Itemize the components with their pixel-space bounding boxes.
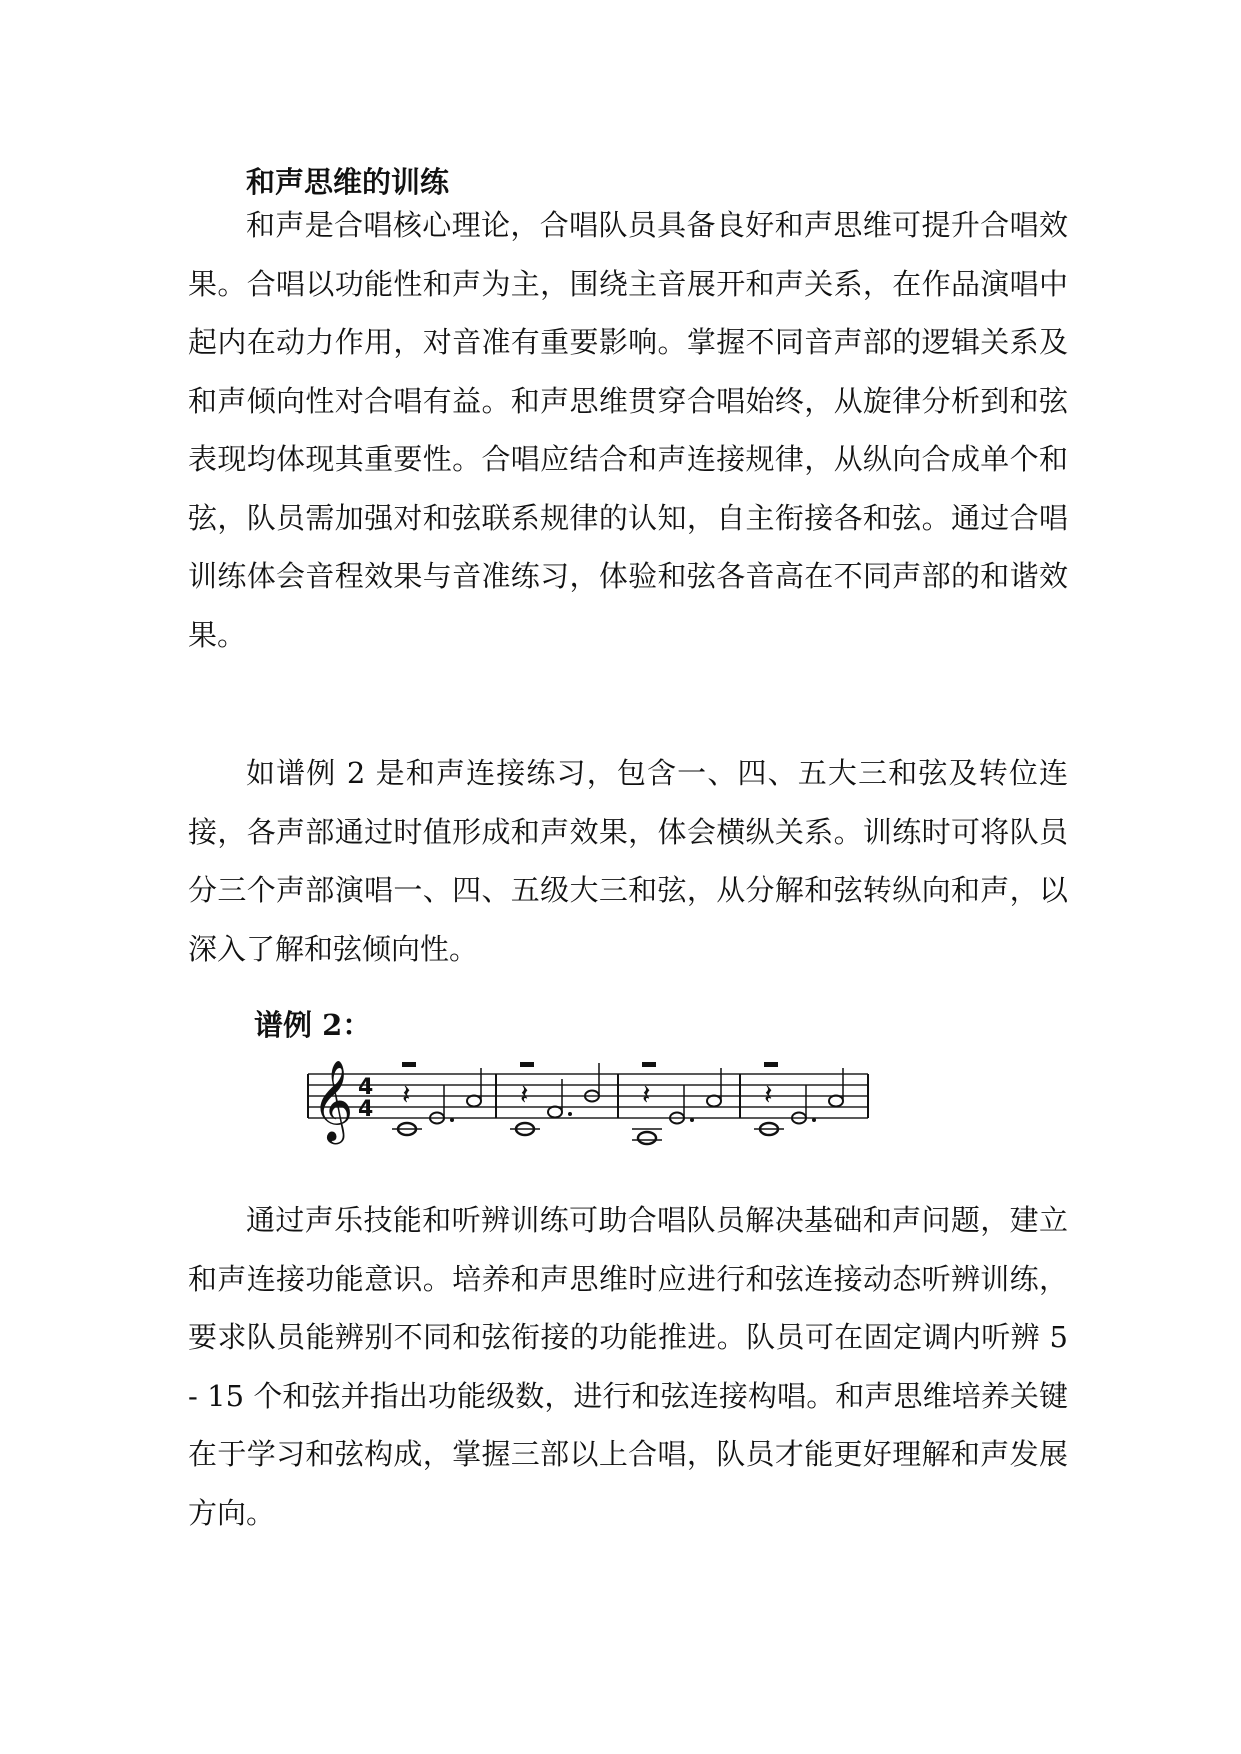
whole-rest-bar — [642, 1062, 656, 1067]
dot — [450, 1118, 454, 1122]
section-heading: 和声思维的训练 — [246, 165, 450, 199]
svg-text:4: 4 — [358, 1075, 374, 1100]
dot — [690, 1118, 694, 1122]
staff-lines — [308, 1074, 868, 1118]
svg-text:4: 4 — [358, 1097, 374, 1122]
example-label: 谱例 2： — [254, 1008, 372, 1042]
half-note — [548, 1107, 562, 1118]
half-note — [467, 1096, 481, 1107]
treble-clef-icon: 𝄞 — [312, 1059, 354, 1141]
rest-icon: 𝄽 — [402, 1078, 411, 1111]
whole-note — [638, 1132, 656, 1144]
whole-rest-bar — [520, 1062, 534, 1067]
dot — [568, 1112, 572, 1116]
whole-rest-bar — [402, 1062, 416, 1067]
music-score — [300, 1058, 880, 1162]
rest-icon: 𝄽 — [642, 1078, 651, 1111]
dot — [812, 1118, 816, 1122]
paragraph-3: 通过声乐技能和听辨训练可助合唱队员解决基础和声问题，建立和声连接功能意识。培养和声思维时应进行和弦连接动态听辨训练，要求队员能辨别不同和弦衔接的功能推进。队员可在固定调内听辨 5 - 15 个和弦并指出功能级数，进行和弦连接构唱。和声思维培养关键在于学习和弦构成，掌握三部以上合唱，队员才能更好理解和声发展方向。 — [188, 1203, 1068, 1530]
whole-rest-bar — [764, 1062, 778, 1067]
half-note — [707, 1096, 721, 1107]
paragraph-2: 如谱例 2 是和声连接练习，包含一、四、五大三和弦及转位连接，各声部通过时值形成和声效果，体会横纵关系。训练时可将队员分三个声部演唱一、四、五级大三和弦，从分解和弦转纵向和声，以深入了解和弦倾向性。 — [188, 756, 1068, 966]
rest-icon: 𝄽 — [764, 1078, 773, 1111]
half-note — [829, 1096, 843, 1107]
time-signature — [358, 1075, 373, 1122]
rest-icon: 𝄽 — [520, 1078, 529, 1111]
paragraph-1: 和声是合唱核心理论，合唱队员具备良好和声思维可提升合唱效果。合唱以功能性和声为主，围绕主音展开和声关系，在作品演唱中起内在动力作用，对音准有重要影响。掌握不同音声部的逻辑关系及和声倾向性对合唱有益。和声思维贯穿合唱始终，从旋律分析到和弦表现均体现其重要性。合唱应结合和声连接规律，从纵向合成单个和弦，队员需加强对和弦联系规律的认知，自主衔接各和弦。通过合唱训练体会音程效果与音准练习，体验和弦各音高在不同声部的和谐效果。 — [188, 208, 1068, 652]
